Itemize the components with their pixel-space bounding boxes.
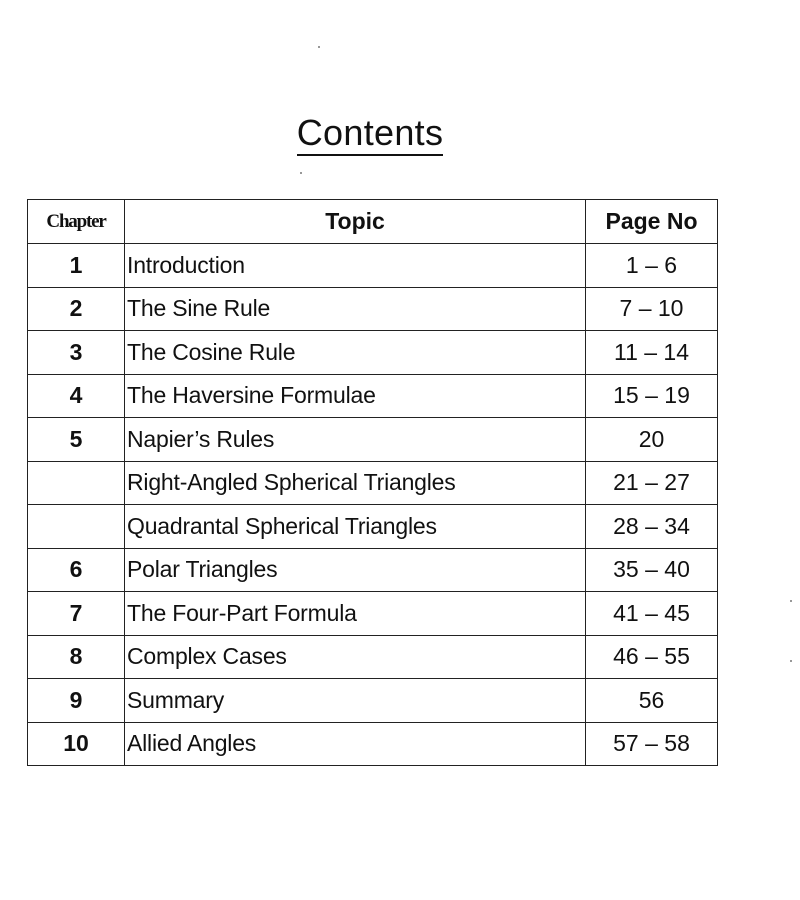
page-cell: 56 [586, 679, 718, 723]
topic-cell: The Haversine Formulae [125, 374, 586, 418]
topic-cell: Napier’s Rules [125, 418, 586, 462]
chapter-cell: 8 [28, 635, 125, 679]
topic-cell: Complex Cases [125, 635, 586, 679]
page-title [0, 112, 740, 154]
table-row [28, 374, 718, 418]
table-row [28, 635, 718, 679]
table-row [28, 461, 718, 505]
page-cell: 7 – 10 [586, 287, 718, 331]
chapter-cell: 10 [28, 722, 125, 766]
page-cell: 11 – 14 [586, 331, 718, 375]
chapter-cell: 7 [28, 592, 125, 636]
topic-cell: Allied Angles [125, 722, 586, 766]
scan-speck [790, 600, 792, 602]
chapter-cell: 3 [28, 331, 125, 375]
table-row [28, 505, 718, 549]
page-cell: 41 – 45 [586, 592, 718, 636]
column-header-chapter: Chapter [28, 200, 125, 244]
chapter-cell [28, 461, 125, 505]
topic-cell: Introduction [125, 244, 586, 288]
page-title-text: Contents [297, 112, 444, 156]
page-cell: 57 – 58 [586, 722, 718, 766]
table-header-row [28, 200, 718, 244]
table-row [28, 418, 718, 462]
scan-speck [300, 172, 302, 174]
chapter-cell: 9 [28, 679, 125, 723]
chapter-cell: 4 [28, 374, 125, 418]
page-cell: 28 – 34 [586, 505, 718, 549]
page-cell: 35 – 40 [586, 548, 718, 592]
chapter-cell: 2 [28, 287, 125, 331]
table-row [28, 592, 718, 636]
chapter-cell: 5 [28, 418, 125, 462]
topic-cell: Polar Triangles [125, 548, 586, 592]
table-row [28, 548, 718, 592]
table-row [28, 244, 718, 288]
page-cell: 1 – 6 [586, 244, 718, 288]
table-row [28, 679, 718, 723]
page-cell: 15 – 19 [586, 374, 718, 418]
topic-cell: Quadrantal Spherical Triangles [125, 505, 586, 549]
chapter-cell: 6 [28, 548, 125, 592]
topic-cell: The Sine Rule [125, 287, 586, 331]
topic-cell: Right-Angled Spherical Triangles [125, 461, 586, 505]
table-row [28, 722, 718, 766]
topic-cell: Summary [125, 679, 586, 723]
page-cell: 46 – 55 [586, 635, 718, 679]
contents-table [27, 199, 718, 766]
column-header-page: Page No [586, 200, 718, 244]
chapter-cell: 1 [28, 244, 125, 288]
topic-cell: The Cosine Rule [125, 331, 586, 375]
column-header-topic: Topic [125, 200, 586, 244]
chapter-cell [28, 505, 125, 549]
scan-speck [790, 660, 792, 662]
table-row [28, 331, 718, 375]
page-cell: 21 – 27 [586, 461, 718, 505]
page-cell: 20 [586, 418, 718, 462]
scan-speck [318, 46, 320, 48]
table-row [28, 287, 718, 331]
topic-cell: The Four-Part Formula [125, 592, 586, 636]
